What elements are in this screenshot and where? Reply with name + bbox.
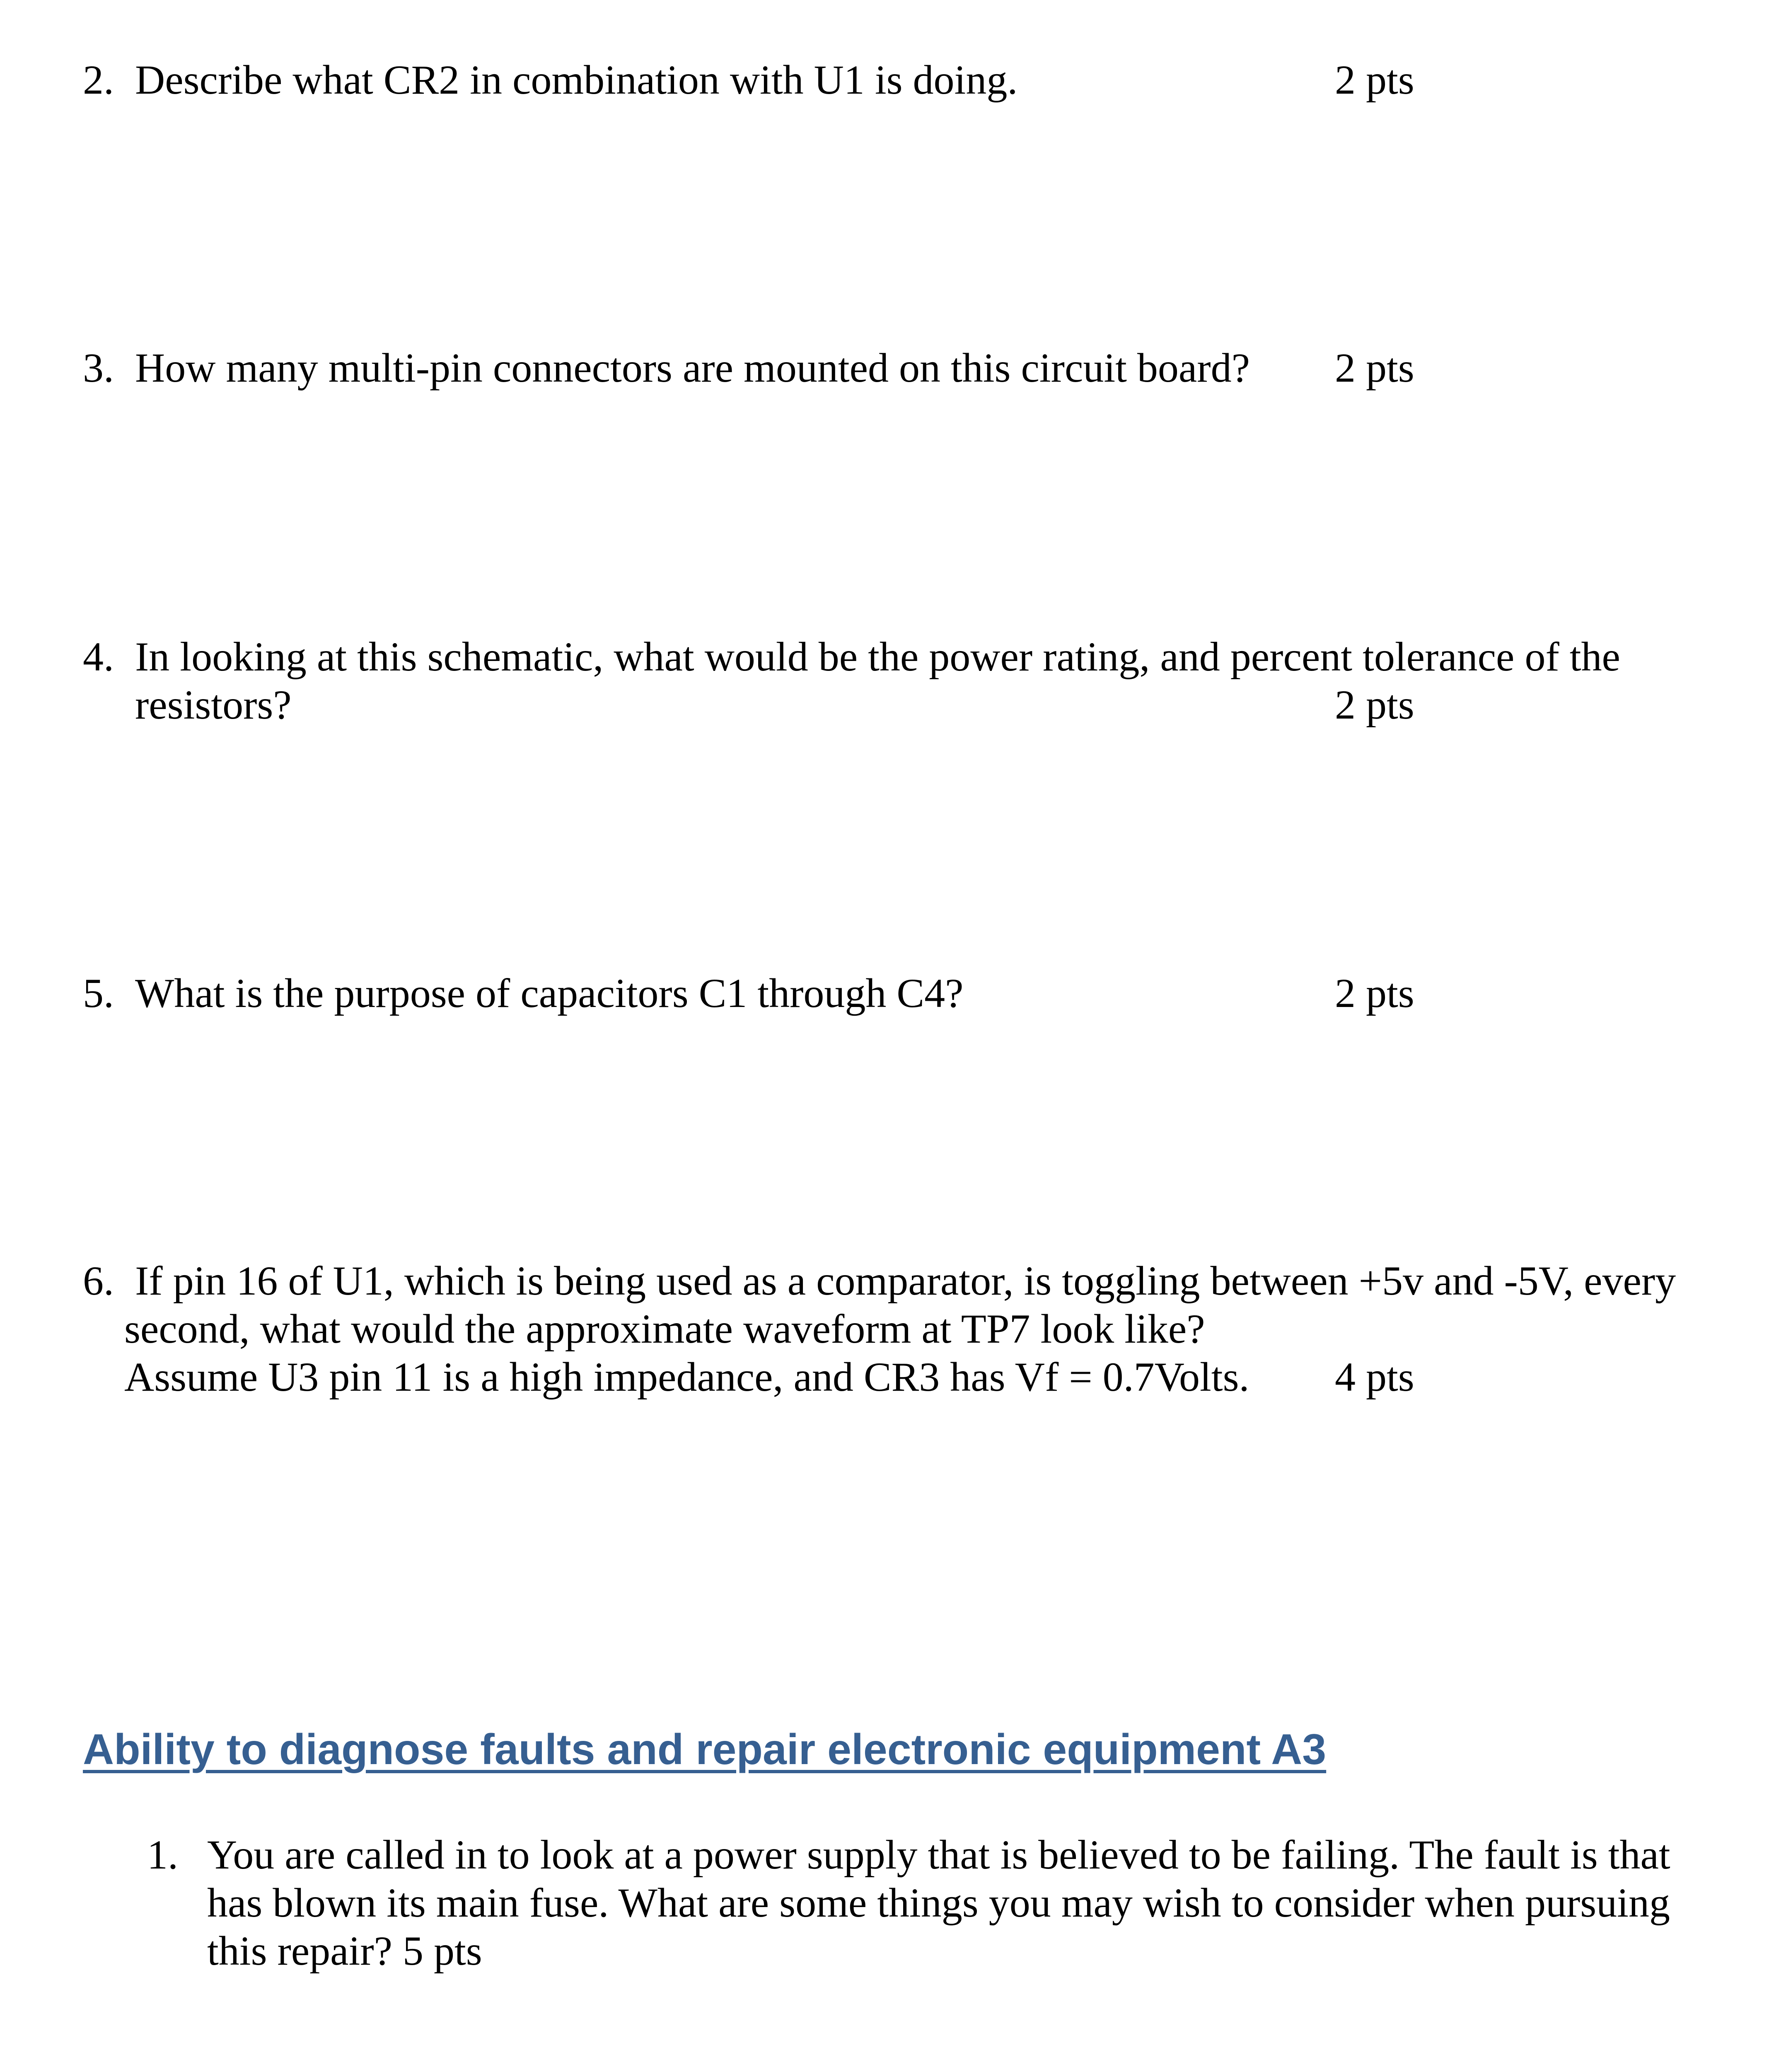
question-text-line-3: this repair? 5 pts [207,1928,482,1974]
question-text-line-3: Assume U3 pin 11 is a high impedance, and CR3 has Vf = 0.7Volts. [124,1354,1249,1400]
question-number: 4. [83,634,114,680]
question-points: 2 pts [1335,57,1414,103]
section-heading: Ability to diagnose faults and repair electronic equipment A3 [83,1726,1327,1774]
question-number: 3. [83,345,114,391]
question-number: 2. [83,57,114,103]
question-text-line-1: If pin 16 of U1, which is being used as a comparator, is toggling between +5v and -5V, every [135,1258,1676,1304]
question-text-line-1: You are called in to look at a power supply that is believed to be failing. The fault is that [207,1832,1670,1878]
question-number: 5. [83,970,114,1016]
question-text: How many multi-pin connectors are mounted on this circuit board? [135,345,1250,391]
question-text-line-1: In looking at this schematic, what would be the power rating, and percent tolerance of the [135,634,1620,680]
question-points: 2 pts [1335,345,1414,391]
question-points: 2 pts [1335,682,1414,728]
question-number: 6. [83,1258,114,1304]
question-text-line-2: has blown its main fuse. What are some things you may wish to consider when pursuing [207,1880,1670,1926]
question-text-line-2: resistors? [135,682,292,728]
question-number: 1. [147,1832,178,1878]
question-text-line-2: second, what would the approximate waveform at TP7 look like? [124,1306,1205,1352]
question-text: Describe what CR2 in combination with U1 is doing. [135,57,1018,103]
question-points: 2 pts [1335,970,1414,1016]
question-points: 4 pts [1335,1354,1414,1400]
question-text: What is the purpose of capacitors C1 through C4? [135,970,964,1016]
